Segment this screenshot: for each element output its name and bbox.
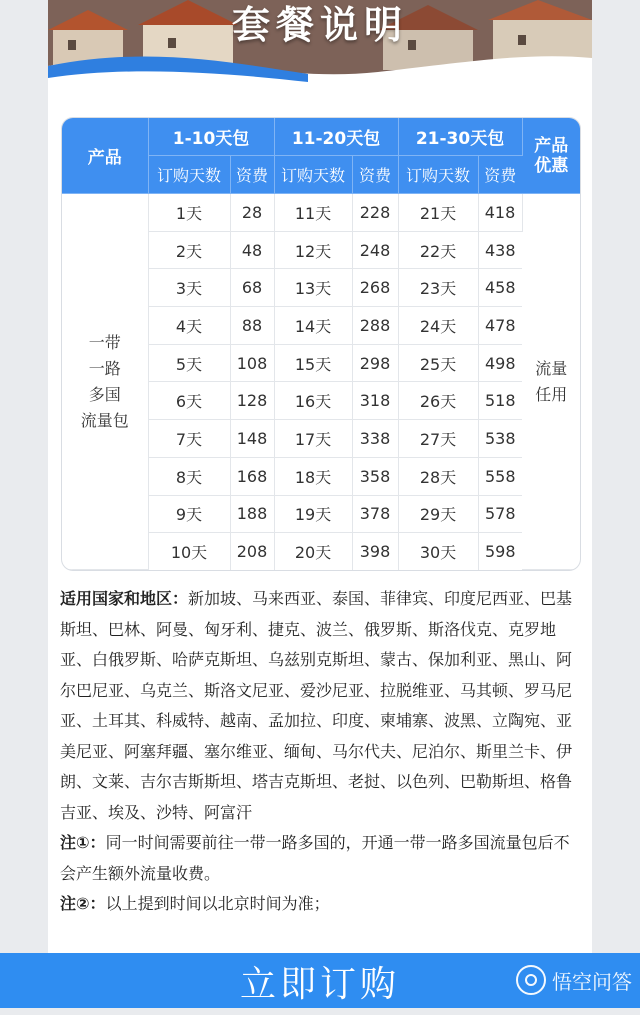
fee-cell: 338 [352, 420, 398, 458]
sub-fee: 资费 [230, 156, 274, 194]
days-cell: 5天 [148, 344, 230, 382]
table-row [62, 194, 580, 232]
banner-title: 套餐说明 [231, 3, 408, 47]
fee-cell: 28 [230, 194, 274, 232]
note-1-label: 注①： [60, 833, 106, 852]
days-cell: 3天 [148, 269, 230, 307]
note-2-label: 注②： [60, 894, 106, 913]
countries-paragraph [60, 584, 582, 828]
fee-cell: 538 [478, 420, 522, 458]
days-cell: 7天 [148, 420, 230, 458]
fee-cell: 268 [352, 269, 398, 307]
days-cell: 26天 [398, 382, 478, 420]
sub-days: 订购天数 [398, 156, 478, 194]
days-cell: 15天 [274, 344, 352, 382]
sub-fee: 资费 [352, 156, 398, 194]
days-cell: 28天 [398, 457, 478, 495]
fee-cell: 458 [478, 269, 522, 307]
days-cell: 6天 [148, 382, 230, 420]
days-cell: 24天 [398, 307, 478, 345]
countries-label: 适用国家和地区： [60, 589, 189, 608]
fee-cell: 438 [478, 231, 522, 269]
days-cell: 13天 [274, 269, 352, 307]
note-2 [60, 889, 582, 920]
fee-cell: 248 [352, 231, 398, 269]
fee-cell: 298 [352, 344, 398, 382]
days-cell: 29天 [398, 495, 478, 533]
days-cell: 30天 [398, 533, 478, 570]
fee-cell: 518 [478, 382, 522, 420]
fee-cell: 578 [478, 495, 522, 533]
days-cell: 10天 [148, 533, 230, 570]
col-product: 产品 [62, 118, 148, 194]
days-cell: 17天 [274, 420, 352, 458]
group-11-20: 11-20天包 [274, 118, 398, 156]
fee-cell: 148 [230, 420, 274, 458]
bottom-bar [0, 953, 640, 1008]
fee-cell: 358 [352, 457, 398, 495]
wave-decoration [48, 44, 592, 92]
fee-cell: 398 [352, 533, 398, 570]
days-cell: 4天 [148, 307, 230, 345]
group-1-10: 1-10天包 [148, 118, 274, 156]
sub-days: 订购天数 [148, 156, 230, 194]
product-name-line: 流量包 [80, 410, 129, 430]
watermark [516, 965, 632, 995]
days-cell: 11天 [274, 194, 352, 232]
fee-cell: 88 [230, 307, 274, 345]
note-1-text: 同一时间需要前往一带一路多国的，开通一带一路多国流量包后不会产生额外流量收费。 [60, 833, 570, 883]
group-21-30: 21-30天包 [398, 118, 522, 156]
fee-cell: 378 [352, 495, 398, 533]
note-1 [60, 828, 582, 889]
fee-cell: 68 [230, 269, 274, 307]
wukong-logo-icon [516, 965, 546, 995]
days-cell: 9天 [148, 495, 230, 533]
note-2-text: 以上提到时间以北京时间为准； [105, 894, 330, 913]
fee-cell: 318 [352, 382, 398, 420]
col-discount: 产品 优惠 [522, 118, 580, 194]
days-cell: 25天 [398, 344, 478, 382]
fee-cell: 288 [352, 307, 398, 345]
days-cell: 2天 [148, 231, 230, 269]
product-name-cell [62, 194, 148, 570]
fee-cell: 188 [230, 495, 274, 533]
days-cell: 23天 [398, 269, 478, 307]
fee-cell: 498 [478, 344, 522, 382]
days-cell: 22天 [398, 231, 478, 269]
days-cell: 1天 [148, 194, 230, 232]
description [60, 584, 582, 920]
product-name-line: 多国 [88, 384, 121, 404]
price-table [61, 117, 581, 571]
fee-cell: 598 [484, 542, 516, 562]
watermark-text: 悟空问答 [552, 969, 632, 994]
days-cell: 20天 [274, 533, 352, 570]
fee-cell: 228 [352, 194, 398, 232]
sub-fee: 资费 [478, 156, 522, 194]
fee-cell: 208 [230, 533, 274, 570]
package-card [48, 0, 592, 1008]
days-cell: 27天 [398, 420, 478, 458]
banner [48, 0, 592, 92]
days-cell: 8天 [148, 457, 230, 495]
sub-days: 订购天数 [274, 156, 352, 194]
discount-cell [522, 194, 580, 570]
countries-list: 新加坡、马来西亚、泰国、菲律宾、印度尼西亚、巴基斯坦、巴林、阿曼、匈牙利、捷克、波兰、俄罗斯、斯洛伐克、克罗地亚、白俄罗斯、哈萨克斯坦、乌兹别克斯坦、蒙古、保加利亚、黑山、阿尔巴尼亚、乌克兰、斯洛文尼亚、爱沙尼亚、拉脱维亚、马其顿、罗马尼亚、土耳其、科威特、越南、孟加拉、印度、柬埔寨、波黑、立陶宛、亚美尼亚、阿塞拜疆、塞尔维亚、缅甸、马尔代夫、尼泊尔、斯里兰卡、伊朗、文莱、吉尔吉斯斯坦、塔吉克斯坦、老挝、以色列、巴勒斯坦、格鲁吉亚、埃及、沙特、阿富汗 [60, 589, 573, 822]
days-cell: 16天 [274, 382, 352, 420]
days-cell: 14天 [274, 307, 352, 345]
days-cell: 12天 [274, 231, 352, 269]
product-name-line: 一路 [88, 358, 121, 378]
discount-line: 流量 [535, 358, 568, 378]
days-cell: 18天 [274, 457, 352, 495]
days-cell: 19天 [274, 495, 352, 533]
fee-cell: 108 [230, 344, 274, 382]
product-name-line: 一带 [88, 332, 121, 352]
discount-line: 任用 [535, 384, 568, 404]
fee-cell: 168 [230, 457, 274, 495]
fee-cell: 128 [230, 382, 274, 420]
days-cell: 21天 [398, 194, 478, 232]
fee-cell: 478 [478, 307, 522, 345]
fee-cell: 558 [478, 457, 522, 495]
fee-cell: 48 [230, 231, 274, 269]
buy-now-button[interactable]: 立即订购 [239, 964, 400, 1005]
fee-cell: 418 [478, 194, 522, 232]
